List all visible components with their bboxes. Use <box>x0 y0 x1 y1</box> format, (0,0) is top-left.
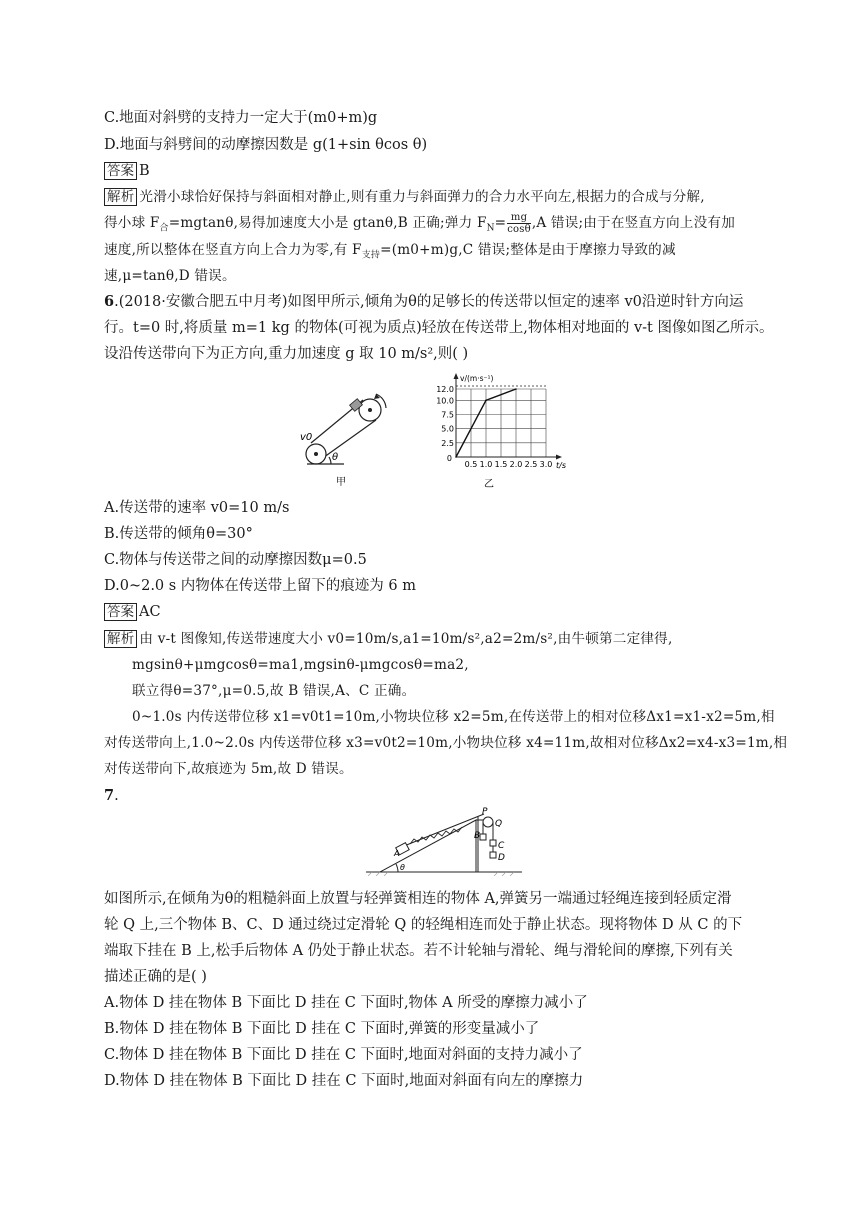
caption-jia: 甲 <box>336 477 346 488</box>
x-tick-label: 1.0 <box>479 460 493 469</box>
series-point <box>485 400 487 402</box>
q5-analysis-text-3a: 速度,所以整体在竖直方向上合力为零,有 F <box>104 242 362 258</box>
q5-analysis-text-1: 光滑小球恰好保持与斜面相对静止,则有重力与斜面弹力的合力水平向左,根据力的合成与分解, <box>139 189 705 205</box>
x-tick-label: 0.5 <box>464 460 478 469</box>
series-point <box>455 456 457 458</box>
incline-pulley-figure <box>364 806 524 876</box>
label-theta: θ <box>400 863 405 872</box>
fraction-mg-cos <box>507 212 531 235</box>
x-tick-label: 3.0 <box>539 460 553 469</box>
q6-option-d: D.0~2.0 s 内物体在传送带上留下的痕迹为 6 m <box>104 578 417 594</box>
q7-option-b: B.物体 D 挂在物体 B 下面比 D 挂在 C 下面时,弹簧的形变量减小了 <box>104 1021 540 1037</box>
v0-label: v0 <box>300 432 313 443</box>
vt-chart <box>420 363 570 491</box>
sub-zhichi: 支持 <box>361 250 381 261</box>
q6-analysis-text-1: 由 v-t 图像知,传送带速度大小 v0=10m/s,a1=10m/s²,a2=2m/s²,由牛顿第二定律得, <box>139 631 673 647</box>
q6-analysis-line-5: 对传送带向上,1.0~2.0s 内传送带位移 x3=v0t2=10m,小物块位移 x4=11m,故相对位移Δx2=x4-x3=1m,相 <box>104 735 788 751</box>
q6-stem-line-3: 设沿传送带向下为正方向,重力加速度 g 取 10 m/s²,则( ) <box>104 346 469 362</box>
y-tick-label: 2.5 <box>441 438 454 448</box>
label-a: A <box>394 849 400 858</box>
x-tick-label: 1.5 <box>494 460 508 469</box>
y-tick-label: 12.0 <box>436 385 454 394</box>
q6-option-b: B.传送带的倾角θ=30° <box>104 526 253 542</box>
y-tick-label: 7.5 <box>441 410 454 420</box>
q6-stem-line-1 <box>104 292 743 312</box>
origin-label: 0 <box>446 454 452 463</box>
q5-analysis-line-1 <box>104 187 705 207</box>
caption-yi: 乙 <box>484 479 494 490</box>
x-axis-label: t/s <box>556 461 566 470</box>
frac-denominator: cosθ <box>507 224 531 235</box>
sub-n: N <box>486 223 495 234</box>
q7-option-c: C.物体 D 挂在物体 B 下面比 D 挂在 C 下面时,地面对斜面的支持力减小了 <box>104 1047 583 1063</box>
q7-option-d: D.物体 D 挂在物体 B 下面比 D 挂在 C 下面时,地面对斜面有向左的摩擦力 <box>104 1073 584 1089</box>
q6-number: 6 <box>104 293 115 310</box>
q5-analysis-text-3b: =(m0+m)g,C 错误;整体是由于摩擦力导致的减 <box>380 242 676 258</box>
q7-number: 7 <box>104 787 115 804</box>
analysis-tag: 解析 <box>104 188 137 206</box>
q6-stem-line-2: 行。t=0 时,将质量 m=1 kg 的物体(可视为质点)轻放在传送带上,物体相对地面的 v-t 图像如图乙所示。 <box>104 320 774 336</box>
q5-option-c: C.地面对斜劈的支持力一定大于(m0+m)g <box>104 110 378 126</box>
q7-stem-line-1: 如图所示,在倾角为θ的粗糙斜面上放置与轻弹簧相连的物体 A,弹簧另一端通过轻绳连接到轻质定滑 <box>104 891 732 907</box>
q6-analysis-line-6: 对传送带向下,故痕迹为 5m,故 D 错误。 <box>104 761 353 777</box>
q6-option-c: C.物体与传送带之间的动摩擦因数μ=0.5 <box>104 552 367 568</box>
q6-answer: AC <box>139 604 161 620</box>
q6-analysis-line-3: 联立得θ=37°,μ=0.5,故 B 错误,A、C 正确。 <box>132 683 416 699</box>
q7-stem-line-2: 轮 Q 上,三个物体 B、C、D 通过绕过定滑轮 Q 的轻绳相连而处于静止状态。现将物体 D 从 C 的下 <box>104 917 743 933</box>
q5-analysis-line-2 <box>104 212 735 235</box>
q7-option-a: A.物体 D 挂在物体 B 下面比 D 挂在 C 下面时,物体 A 所受的摩擦力减小了 <box>104 995 588 1011</box>
q6-analysis-line-4: 0~1.0s 内传送带位移 x1=v0t1=10m,小物块位移 x2=5m,在传送带上的相对位移Δx1=x1-x2=5m,相 <box>132 709 775 725</box>
q5-analysis-eq: = <box>494 215 507 231</box>
q6-analysis-line-1 <box>104 629 672 649</box>
series-point <box>515 388 517 390</box>
q7-number-line <box>104 786 119 806</box>
y-tick-label: 5.0 <box>441 424 454 434</box>
y-axis-label: v/(m·s⁻¹) <box>460 374 494 383</box>
q5-option-d: D.地面与斜劈间的动摩擦因数是 g(1+sin θcos θ) <box>104 137 428 153</box>
analysis-tag: 解析 <box>104 630 137 648</box>
label-p: P <box>482 807 488 817</box>
q5-answer: B <box>139 163 150 179</box>
q6-answer-line <box>104 602 161 622</box>
frac-numerator: mg <box>507 212 531 224</box>
q5-analysis-text-2d: ,A 错误;由于在竖直方向上没有加 <box>531 215 735 231</box>
x-axis-arrow <box>556 455 562 460</box>
q5-analysis-text-2a: 得小球 F <box>104 215 160 231</box>
x-tick-label: 2.0 <box>509 460 523 469</box>
theta-label: θ <box>332 452 339 463</box>
label-c: C <box>498 841 505 851</box>
answer-tag: 答案 <box>104 162 137 180</box>
q5-answer-line <box>104 161 150 181</box>
q6-option-a: A.传送带的速率 v0=10 m/s <box>104 500 290 516</box>
x-tick-label: 2.5 <box>524 460 538 469</box>
label-q: Q <box>495 819 503 829</box>
q6-analysis-line-2: mgsinθ+μmgcosθ=ma1,mgsinθ-μmgcosθ=ma2, <box>132 657 469 673</box>
q5-analysis-line-3 <box>104 240 676 260</box>
y-axis-arrow <box>454 373 459 379</box>
answer-tag: 答案 <box>104 603 137 621</box>
sub-he: 合 <box>159 223 169 234</box>
q5-analysis-text-2b: =mgtanθ,易得加速度大小是 gtanθ,B 正确;弹力 F <box>168 215 487 231</box>
q7-stem-line-4: 描述正确的是( ) <box>104 969 207 985</box>
conveyor-belt-figure <box>296 378 388 490</box>
y-tick-label: 10.0 <box>436 396 454 406</box>
q5-analysis-line-4: 速,μ=tanθ,D 错误。 <box>104 268 236 284</box>
q6-stem-text-1: .(2018·安徽合肥五中月考)如图甲所示,倾角为θ的足够长的传送带以恒定的速率 v0沿逆时针方向运 <box>114 294 744 310</box>
q7-stem-line-3: 端取下挂在 B 上,松手后物体 A 仍处于静止状态。若不计轮轴与滑轮、绳与滑轮间的摩擦,下列有关 <box>104 943 733 959</box>
q7-dot: . <box>114 788 119 804</box>
label-b: B <box>474 831 481 841</box>
label-d: D <box>498 853 505 863</box>
